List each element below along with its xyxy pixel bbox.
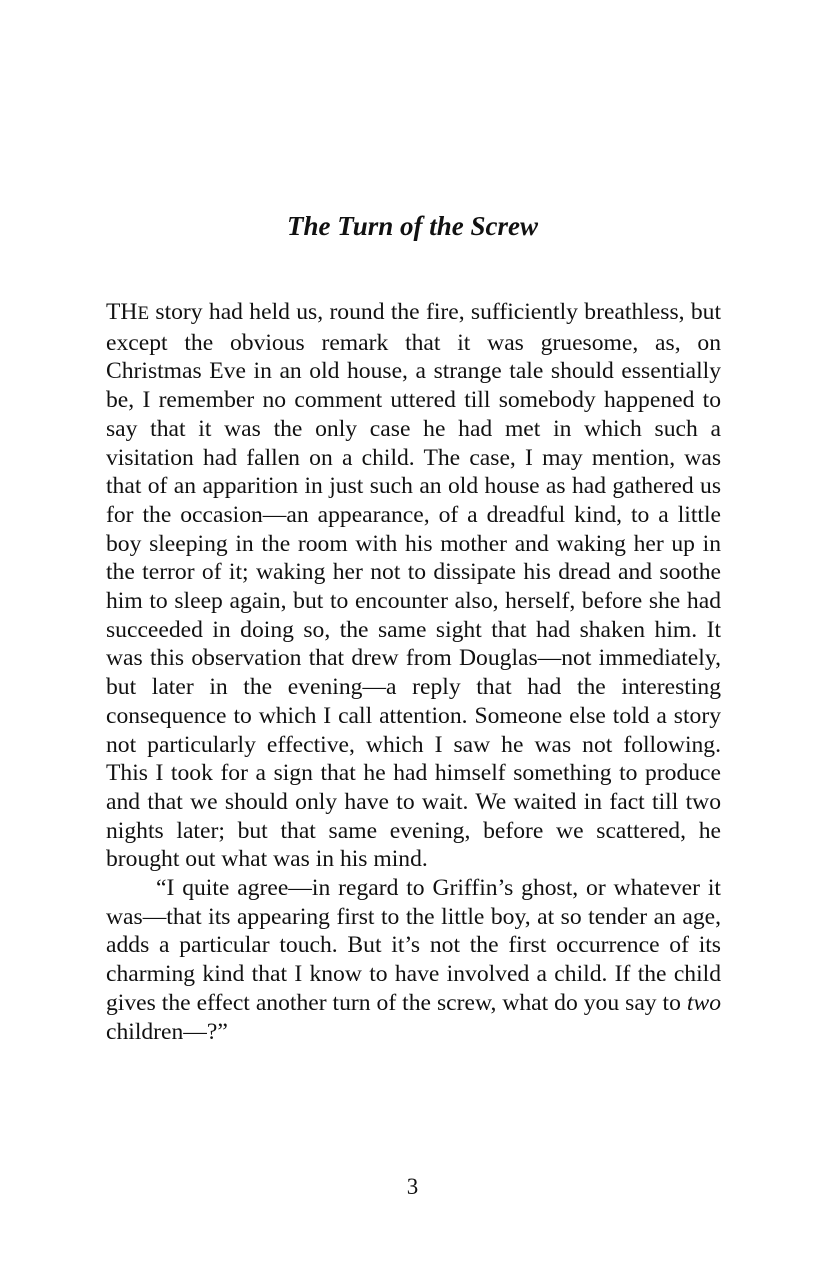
paragraph-2	[106, 874, 721, 1046]
paragraph-2-text-after: children—?”	[106, 1018, 228, 1045]
paragraph-1-text: story had held us, round the fire, sufficiently breathless, but except the obvious remark that it was gruesome, as, on Christmas Eve in an old house, a strange tale should essentially be, I remember no comment uttered till somebody happened to say that it was the only case he had met in which such a visitation had fallen on a child. The case, I may mention, was that of an apparition in just such an old house as had gathered us for the occasion—an appearance, of a dreadful kind, to a little boy sleeping in the room with his mother and waking her up in the terror of it; waking her not to dissipate his dread and soothe him to sleep again, but to encounter also, herself, before she had succeeded in doing so, the same sight that had shaken him. It was this observation that drew from Douglas—not immediately, but later in the evening—a reply that had the interesting consequence to which I call attention. Someone else told a story not particularly effective, which I saw he was not following. This I took for a sign that he had himself something to produce and that we should only have to wait. We waited in fact till two nights later; but that same evening, before we scattered, he brought out what was in his mind.	[106, 299, 721, 873]
body-text	[106, 298, 721, 1046]
opening-word-start: TH	[106, 299, 138, 325]
paragraph-2-emphasis: two	[686, 989, 721, 1016]
opening-word-smallcaps: E	[137, 303, 150, 324]
paragraph-1	[106, 298, 721, 874]
paragraph-2-text-before: “I quite agree—in regard to Griffin’s ghost, or whatever it was—that its appearing first to the little boy, at so tender an age, adds a particular touch. But it’s not the first occurrence of its charming kind that I know to have involved a child. If the child gives the effect another turn of the screw, what do you say to	[106, 875, 721, 1016]
chapter-title: The Turn of the Screw	[286, 211, 538, 241]
page-number: 3	[406, 1174, 419, 1199]
